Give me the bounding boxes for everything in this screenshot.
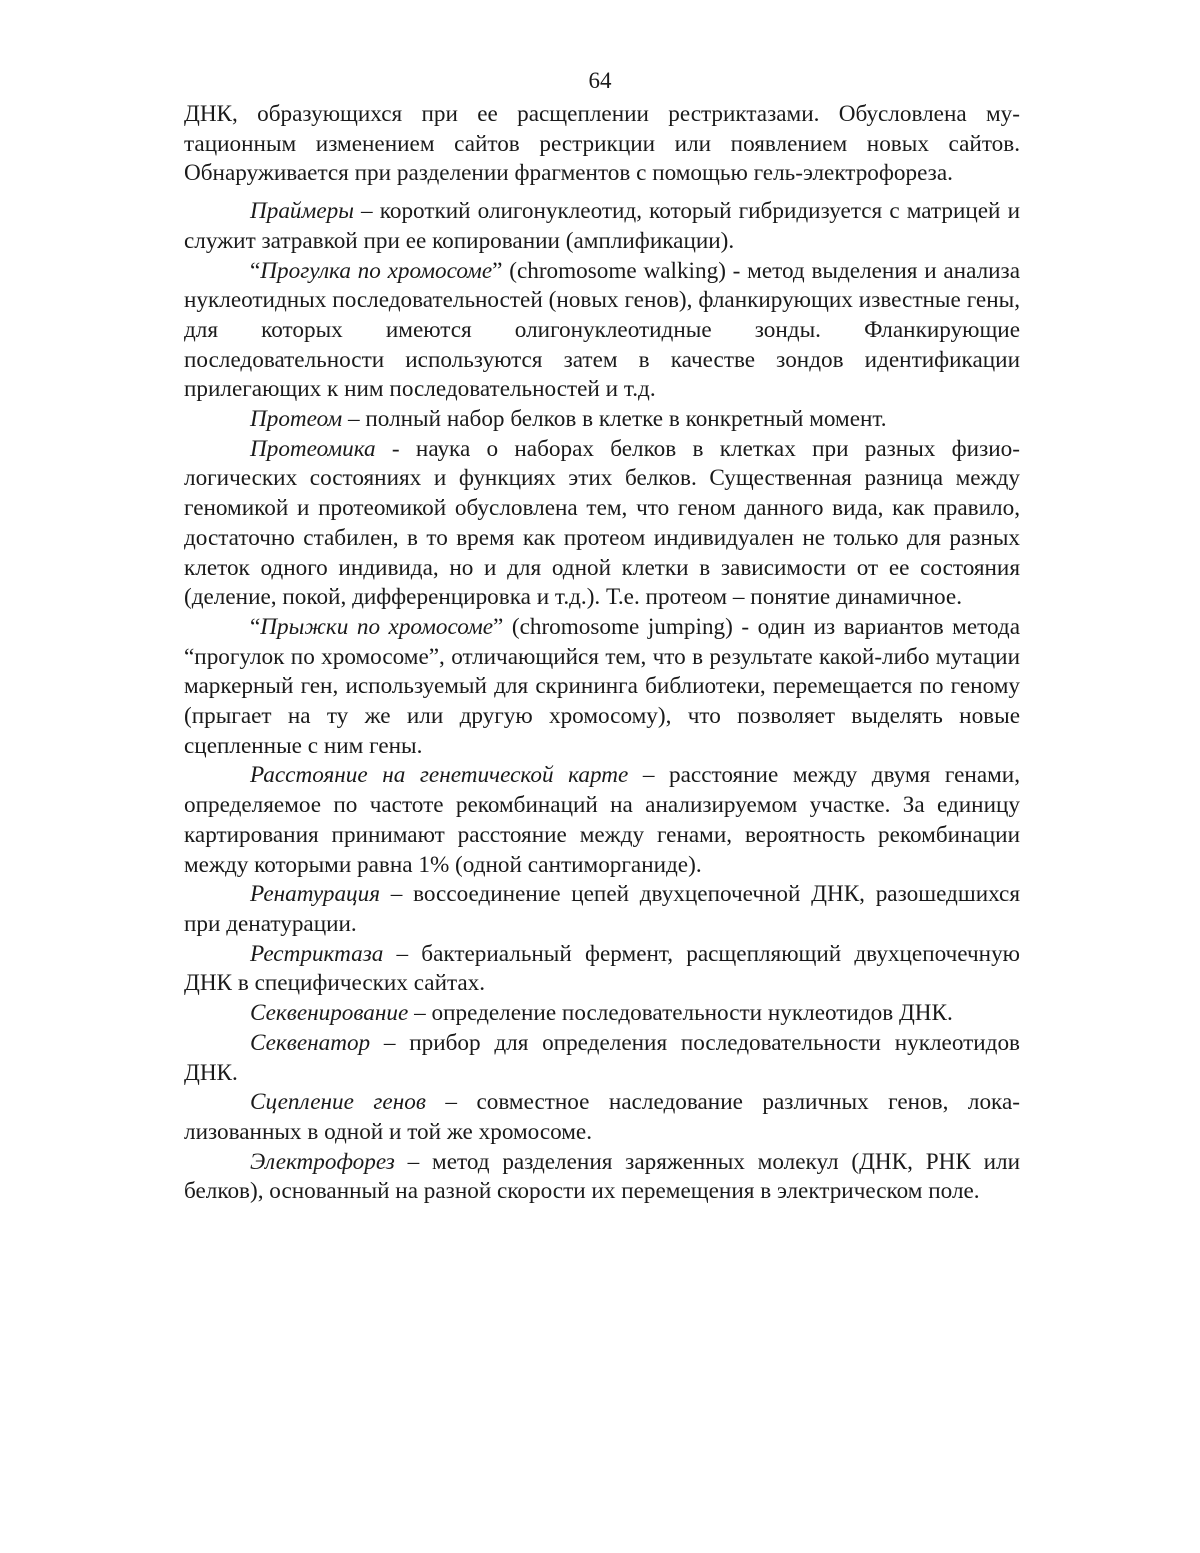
paragraph-electrophoresis (184, 1148, 1020, 1207)
paragraph-proteomics (184, 435, 1020, 613)
glossary-text (184, 100, 1020, 1207)
glossary-term: Протеомика (250, 436, 376, 462)
paragraph-proteome (184, 405, 1020, 435)
glossary-term: Секвенатор (250, 1030, 370, 1056)
close-quote: ” (492, 258, 502, 284)
glossary-term: Рестриктаза (250, 941, 383, 967)
definition-text: – короткий олигонуклеотид, который гибридизуется с матрицей и служит затравкой при ее копировании (амплификации). (184, 198, 1020, 254)
paragraph-chromosome-walking (184, 257, 1020, 406)
glossary-term: Электрофорез (250, 1149, 395, 1175)
definition-text: – совместное наследование различных генов, лока­лизованных в одной и той же хромосоме. (184, 1089, 1020, 1145)
definition-text: - наука о наборах белков в клетках при разных физио­логических состояниях и функциях этих белков. Существенная разница между геномикой и протеомикой обусловлена тем, что геном данного ви­да, как правило, достаточно стабилен, в то время как протеом индивидуа­лен не только для разных клеток одного индивида, но и для одной клетки в зависимости от ее состояния (деление, покой, дифференцировка и т.д.). Т.е. протеом – понятие динамичное. (184, 436, 1020, 611)
paragraph-gene-linkage (184, 1088, 1020, 1147)
definition-text: – воссоединение цепей двухцепочечной ДНК, разо­шедшихся при денатурации. (184, 881, 1020, 937)
glossary-term: Ренатурация (250, 881, 380, 907)
page-number: 64 (0, 66, 1200, 96)
paragraph-renaturation (184, 880, 1020, 939)
paragraph-intro (184, 100, 1020, 189)
definition-text: – определение последовательности нуклеотидов ДНК. (408, 1000, 953, 1026)
glossary-term: Праймеры (250, 198, 354, 224)
definition-text: – бактериальный фермент, расщепляющий двухцепо­чечную ДНК в специфических сайтах. (184, 941, 1020, 997)
glossary-term: Секвенирование (250, 1000, 408, 1026)
paragraph-text: ДНК, образующихся при ее расщеплении рестриктазами. Обусловлена му­тационным изменением сайтов рестрикции или появлением новых сайтов. Обнаруживается при разделении фрагментов с помощью гель-электрофореза. (184, 101, 1020, 186)
definition-text: – прибор для определения последовательности нуклео­тидов ДНК. (184, 1030, 1020, 1086)
definition-text: (chromosome walking) - метод выделения и анализа нуклеотидных последовательностей (новых генов), фланкирую­щих известные гены, для которых имеются олигонуклеотидные зонды. Фланкирующие последовательности используются затем в качестве зондов идентификации прилегающих к ним последовательностей и т.д. (184, 258, 1020, 403)
definition-text: – полный набор белков в клетке в конкретный момент. (342, 406, 886, 432)
definition-text: – расстояние между двумя гена­ми, определяемое по частоте рекомбинаций на анализируемом участке. За единицу картирования принимают расстояние между генами, вероятность рекомбинации между которыми равна 1% (одной сантиморганиде). (184, 762, 1020, 877)
paragraph-sequencing (184, 999, 1020, 1029)
close-quote: ” (493, 614, 503, 640)
document-page (0, 0, 1200, 1553)
open-quote: “ (250, 614, 260, 640)
paragraph-chromosome-jumping (184, 613, 1020, 762)
glossary-term: Прыжки по хромосоме (260, 614, 493, 640)
paragraph-genetic-map-distance (184, 761, 1020, 880)
definition-text: (chromosome jumping) - один из вариантов метода “прогулок по хромосоме”, отличающийся тем, что в результате ка­кой-либо мутации маркерный ген, используемый для скрининга библиоте­ки, перемещается по геному (прыгает на ту же или другую хромосому), что позволяет выделять новые сцепленные с ним гены. (184, 614, 1020, 759)
glossary-term: Расстояние на генетической карте (250, 762, 628, 788)
definition-text: – метод разделения заряженных молекул (ДНК, РНК или белков), основанный на разной скорости их перемещения в электриче­ском поле. (184, 1149, 1020, 1205)
paragraph-sequencer (184, 1029, 1020, 1088)
glossary-term: Прогулка по хромосоме (260, 258, 492, 284)
open-quote: “ (250, 258, 260, 284)
glossary-term: Протеом (250, 406, 342, 432)
paragraph-primers (184, 197, 1020, 256)
paragraph-restrictase (184, 940, 1020, 999)
glossary-term: Сцепление генов (250, 1089, 426, 1115)
